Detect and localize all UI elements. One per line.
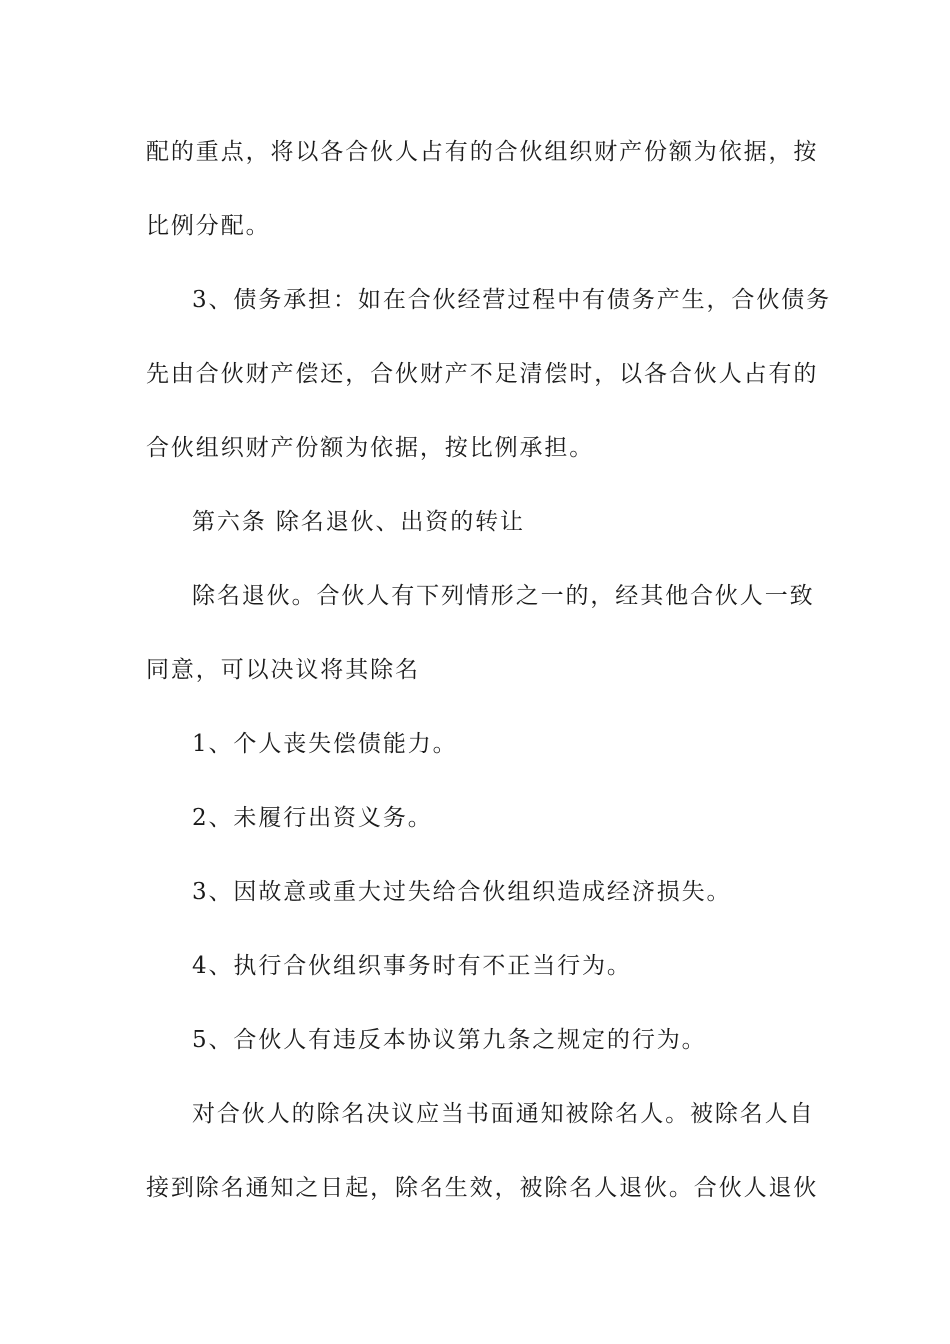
paragraph-line: 配的重点，将以各合伙人占有的合伙组织财产份额为依据，按 [146, 139, 819, 165]
paragraph-line: 同意，可以决议将其除名 [146, 657, 420, 683]
paragraph-line: 3、债务承担：如在合伙经营过程中有债务产生，合伙债务 [192, 287, 832, 313]
paragraph-line: 先由合伙财产偿还，合伙财产不足清偿时，以各合伙人占有的 [146, 361, 819, 387]
paragraph-line: 比例分配。 [146, 213, 271, 239]
paragraph-line: 接到除名通知之日起，除名生效，被除名人退伙。合伙人退伙 [146, 1175, 819, 1201]
list-item: 3、因故意或重大过失给合伙组织造成经济损失。 [192, 879, 732, 905]
list-item: 5、合伙人有违反本协议第九条之规定的行为。 [192, 1027, 707, 1053]
section-heading: 第六条 除名退伙、出资的转让 [192, 509, 525, 535]
list-item: 1、个人丧失偿债能力。 [192, 731, 458, 757]
list-item: 2、未履行出资义务。 [192, 805, 433, 831]
list-item: 4、执行合伙组织事务时有不正当行为。 [192, 953, 632, 979]
paragraph-line: 除名退伙。合伙人有下列情形之一的，经其他合伙人一致 [192, 583, 815, 609]
paragraph-line: 对合伙人的除名决议应当书面通知被除名人。被除名人自 [192, 1101, 815, 1127]
paragraph-line: 合伙组织财产份额为依据，按比例承担。 [146, 435, 595, 461]
